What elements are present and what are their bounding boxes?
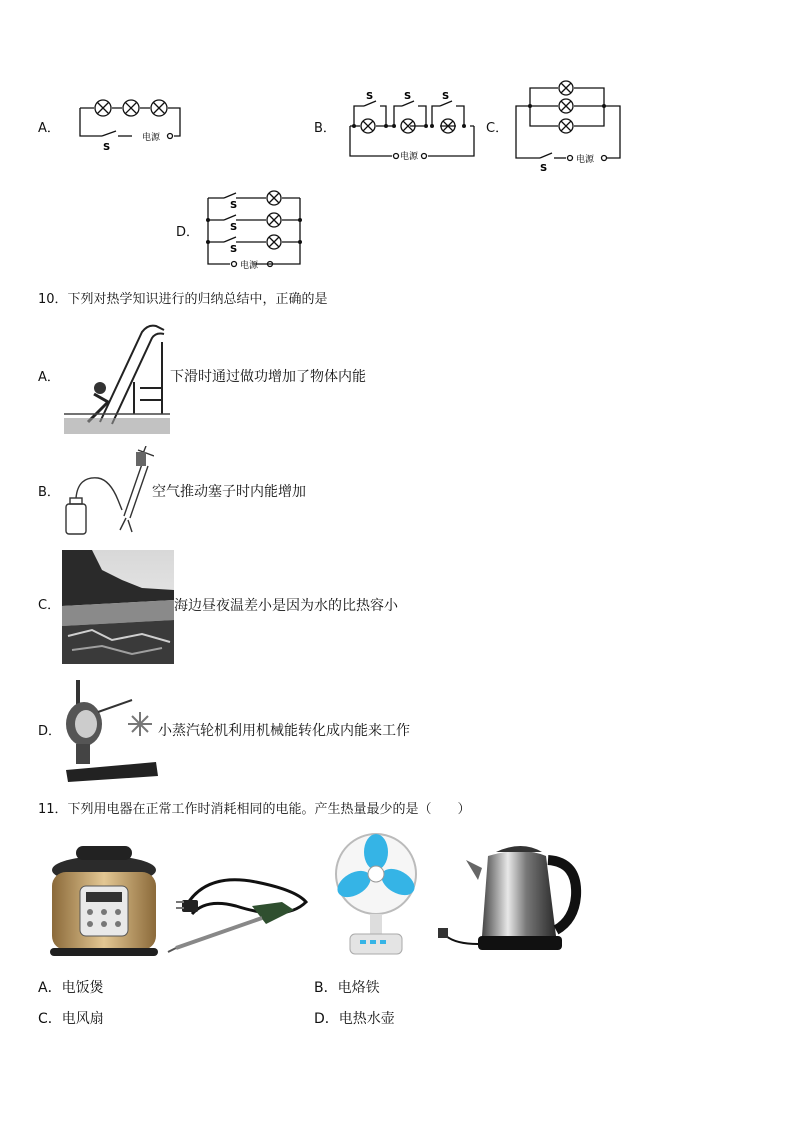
q11-option-d xyxy=(314,1010,395,1028)
lamp-icon xyxy=(559,99,573,113)
rice-cooker-icon xyxy=(46,842,160,958)
circuit-c-diagram xyxy=(510,78,630,174)
q10-option-d-letter: D． xyxy=(38,724,62,739)
power-source-label: 电源 xyxy=(400,152,419,162)
lamp-icon xyxy=(151,100,167,116)
q11-option-c xyxy=(38,1010,104,1028)
q10-option-a-text: 下滑时通过做功增加了物体内能 xyxy=(170,369,366,385)
q11-option-a xyxy=(38,979,104,997)
q11-option-a-letter: A． xyxy=(38,980,62,996)
lamp-icon xyxy=(95,100,111,116)
q10-option-b-text: 空气推动塞子时内能增加 xyxy=(152,484,306,500)
power-source-label: 电源 xyxy=(576,155,595,165)
switch-label: S xyxy=(540,163,548,174)
lamp-icon xyxy=(559,81,573,95)
q10-stem: 10．下列对热学知识进行的归纳总结中，正确的是 xyxy=(38,292,328,307)
circuit-a-diagram xyxy=(70,92,190,152)
lamp-icon xyxy=(123,100,139,116)
lamp-icon xyxy=(267,213,281,227)
lamp-icon xyxy=(267,191,281,205)
q11-option-c-letter: C． xyxy=(38,1011,62,1027)
lamp-icon xyxy=(267,235,281,249)
switch-label: S xyxy=(230,200,238,211)
q11-option-b-text: 电烙铁 xyxy=(337,980,380,996)
power-source-label: 电源 xyxy=(142,133,161,143)
q10-option-c-letter: C． xyxy=(38,598,61,613)
q11-option-b xyxy=(314,979,380,997)
q9-option-d-letter: D． xyxy=(176,225,200,240)
switch-label: S xyxy=(230,222,238,233)
q11-option-d-letter: D． xyxy=(314,1011,339,1027)
q11-option-b-letter: B． xyxy=(314,980,338,996)
q10-option-d-text: 小蒸汽轮机利用机械能转化成内能来工作 xyxy=(158,723,410,739)
switch-label: S xyxy=(442,91,450,102)
q11-option-d-text: 电热水壶 xyxy=(338,1011,395,1027)
switch-label: S xyxy=(366,91,374,102)
q9-option-b-letter: B． xyxy=(314,121,336,136)
q9-option-a-letter: A． xyxy=(38,121,60,136)
q11-option-c-text: 电风扇 xyxy=(61,1011,104,1027)
q10-option-a-letter: A． xyxy=(38,370,60,385)
lamp-icon xyxy=(361,119,375,133)
q11-option-a-text: 电饭煲 xyxy=(61,980,104,996)
circuit-d-diagram xyxy=(200,188,310,274)
q10-option-b-letter: B． xyxy=(38,485,60,500)
switch-label: S xyxy=(404,91,412,102)
slide-illustration-icon xyxy=(64,322,170,434)
switch-label: S xyxy=(230,244,238,255)
electric-kettle-icon xyxy=(436,840,586,956)
soldering-iron-icon xyxy=(166,862,316,954)
power-source-label: 电源 xyxy=(240,261,259,271)
q11-stem: 11．下列用电器在正常工作时消耗相同的电能。产生热量最少的是（ ） xyxy=(38,802,471,817)
bottle-pump-illustration-icon xyxy=(62,446,154,536)
q9-option-c-letter: C． xyxy=(486,121,509,136)
steam-turbine-illustration-icon xyxy=(62,678,160,784)
circuit-b-diagram xyxy=(340,86,480,164)
switch-label: S xyxy=(103,142,111,152)
seaside-photo-icon xyxy=(62,550,174,664)
lamp-icon xyxy=(559,119,573,133)
q10-option-c-text: 海边昼夜温差小是因为水的比热容小 xyxy=(174,598,398,614)
electric-fan-icon xyxy=(330,830,422,960)
